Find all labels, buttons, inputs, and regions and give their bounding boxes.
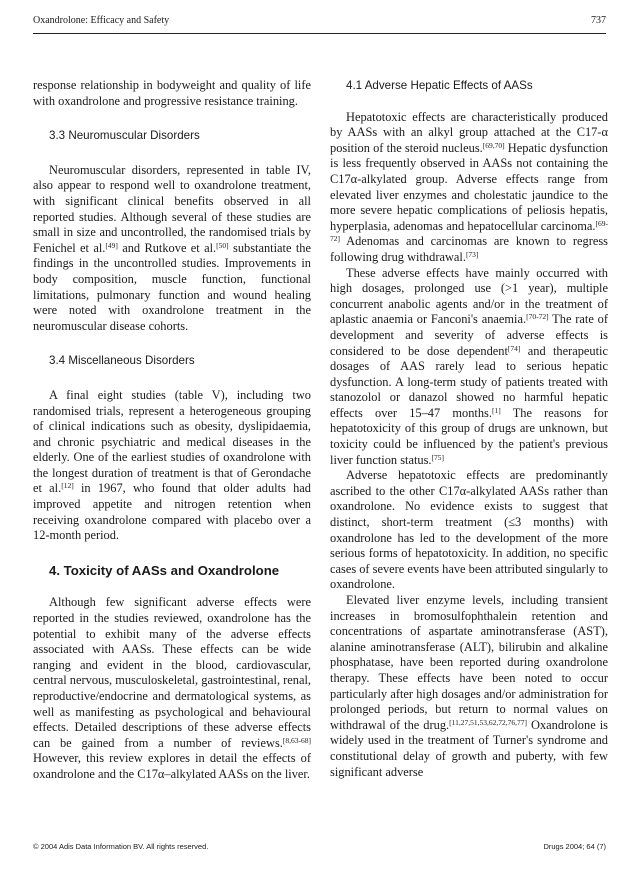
paragraph-hepatic-4: Elevated liver enzyme levels, including transient increases in bromosulfophthalein retention and concentrations of aspartate aminotransferase (AST), alanine aminotransferase (ALT), bilirubin and alkaline phosphatase, have been reported during oxandrolone therapy. These effects have been noted to occur particularly after high dosages and/or administration for prolonged periods, but return to normal values on withdrawal of the drug.[11,27,51,53,62,72,76,77] Oxandrolone is widely used in the treatment of Turner's syndrome and constitutional delay of growth and puberty, with few significant adverse bbox=[330, 593, 608, 779]
ref-8-63-68: [8,63-68] bbox=[282, 735, 311, 745]
ref-11-27-77: [11,27,51,53,62,72,76,77] bbox=[449, 717, 527, 727]
paragraph-toxicity: Although few significant adverse effects were reported in the studies reviewed, oxandrolone has the potential to exhibit many of the adverse effects associated with AASs. These effects can be wide ranging and evident in the blood, cardiovascular, central nervous, musculoskeletal, gastrointestinal, renal, reproductive/endocrine and dermatological systems, as well as manifesting as psychological and behavioural effects. Detailed descriptions of these adverse effects can be gained from a number of reviews.[8,63-68] However, this review explores in detail the effects of oxandrolone and the C17α–alkylated AASs on the liver. bbox=[33, 595, 312, 781]
page-number: 737 bbox=[591, 15, 606, 26]
paragraph-continued: response relationship in bodyweight and quality of life with oxandrolone and progressive resistance training. bbox=[33, 78, 311, 108]
ref-50: [50] bbox=[216, 240, 229, 250]
paragraph-hepatic-3: Adverse hepatotoxic effects are predominantly ascribed to the other C17α-alkylated AASs rather than oxandrolone. No evidence exists to suggest that distinct, short-term treatment (≤3 months) with oxandrolone has led to the development of the more serious forms of hepatotoxicity. In addition, no specific cases of severe events have been attributed singularly to oxandrolone. bbox=[330, 468, 608, 592]
ref-12: [12] bbox=[61, 481, 74, 491]
heading-3-4: 3.4 Miscellaneous Disorders bbox=[49, 354, 195, 368]
paragraph-hepatic-2: These adverse effects have mainly occurred with high dosages, prolonged use (>1 year), multiple concurrent anabolic agents and/or in the treatment of aplastic anaemia or Fanconi's anaemia.[70-72] The rate of development and severity of adverse effects is considered to be dose dependent[74] and therapeutic dosages of AAS rarely lead to serious hepatic dysfunction. A long-term study of patients treated with stanozolol or danazol showed no harmful hepatic effects over 15–47 months.[1] The reasons for hepatotoxicity of this group of drugs are unknown, but toxicity could be influenced by the patient's previous liver function status.[75] bbox=[330, 265, 608, 467]
ref-74: [74] bbox=[507, 343, 521, 353]
running-title: Oxandrolone: Efficacy and Safety bbox=[33, 15, 170, 26]
paragraph-miscellaneous: A final eight studies (table V), including two randomised trials, represent a heterogeneous grouping of clinical indications such as obesity, dyslipidaemia, and chronic psychiatric and medical diseases in the elderly. One of the earliest studies of oxandrolone with the longest duration of treatment is that of Gerondache et al.[12] in 1967, who found that older adults had improved appetite and nitrogen retention when receiving oxandrolone compared with placebo over a 12-month period. bbox=[33, 387, 311, 543]
ref-69-72: [69-72] bbox=[330, 218, 608, 244]
paragraph-hepatic-1: Hepatotoxic effects are characteristically produced by AASs with an alkyl group attached at the C17-α position of the steroid nucleus.[69,70] Hepatic dysfunction is less frequently observed in AASs not containing the C17α-alkylated group. Adverse effects range from elevated liver enzymes and cholestatic jaundice to the more severe hepatic complications of peliosis hepatis, hyperplasia, adenomas and hepatocellular carcinoma.[69-72] Adenomas and carcinomas are known to regress following drug withdrawal.[73] bbox=[330, 109, 608, 264]
heading-4: 4. Toxicity of AASs and Oxandrolone bbox=[49, 562, 280, 578]
ref-73: [73] bbox=[465, 249, 479, 259]
ref-49: [49] bbox=[105, 240, 118, 250]
heading-4-1: 4.1 Adverse Hepatic Effects of AASs bbox=[346, 79, 533, 92]
ref-1: [1] bbox=[491, 405, 501, 415]
running-header bbox=[33, 13, 606, 34]
ref-69-70: [69,70] bbox=[482, 140, 505, 150]
journal-citation: Drugs 2004; 64 (7) bbox=[543, 842, 606, 851]
left-column bbox=[33, 78, 311, 783]
right-column bbox=[330, 78, 608, 780]
paragraph-neuromuscular: Neuromuscular disorders, represented in table IV, also appear to respond well to oxandrolone treatment, with significant clinical benefits observed in all reported studies. Although several of these studies are small in size and uncontrolled, the randomised trials by Fenichel et al.[49] and Rutkove et al.[50] substantiate the findings in the uncontrolled studies. Improvements in body composition, muscle function, functional limitations, pulmonary function and wound healing were noted with oxandrolone treatment in the neuromuscular disease cohorts. bbox=[33, 162, 311, 333]
ref-75: [75] bbox=[431, 452, 445, 462]
copyright-notice: © 2004 Adis Data Information BV. All rights reserved. bbox=[33, 842, 209, 851]
ref-70-72: [70-72] bbox=[526, 312, 549, 322]
heading-3-3: 3.3 Neuromuscular Disorders bbox=[49, 129, 200, 143]
